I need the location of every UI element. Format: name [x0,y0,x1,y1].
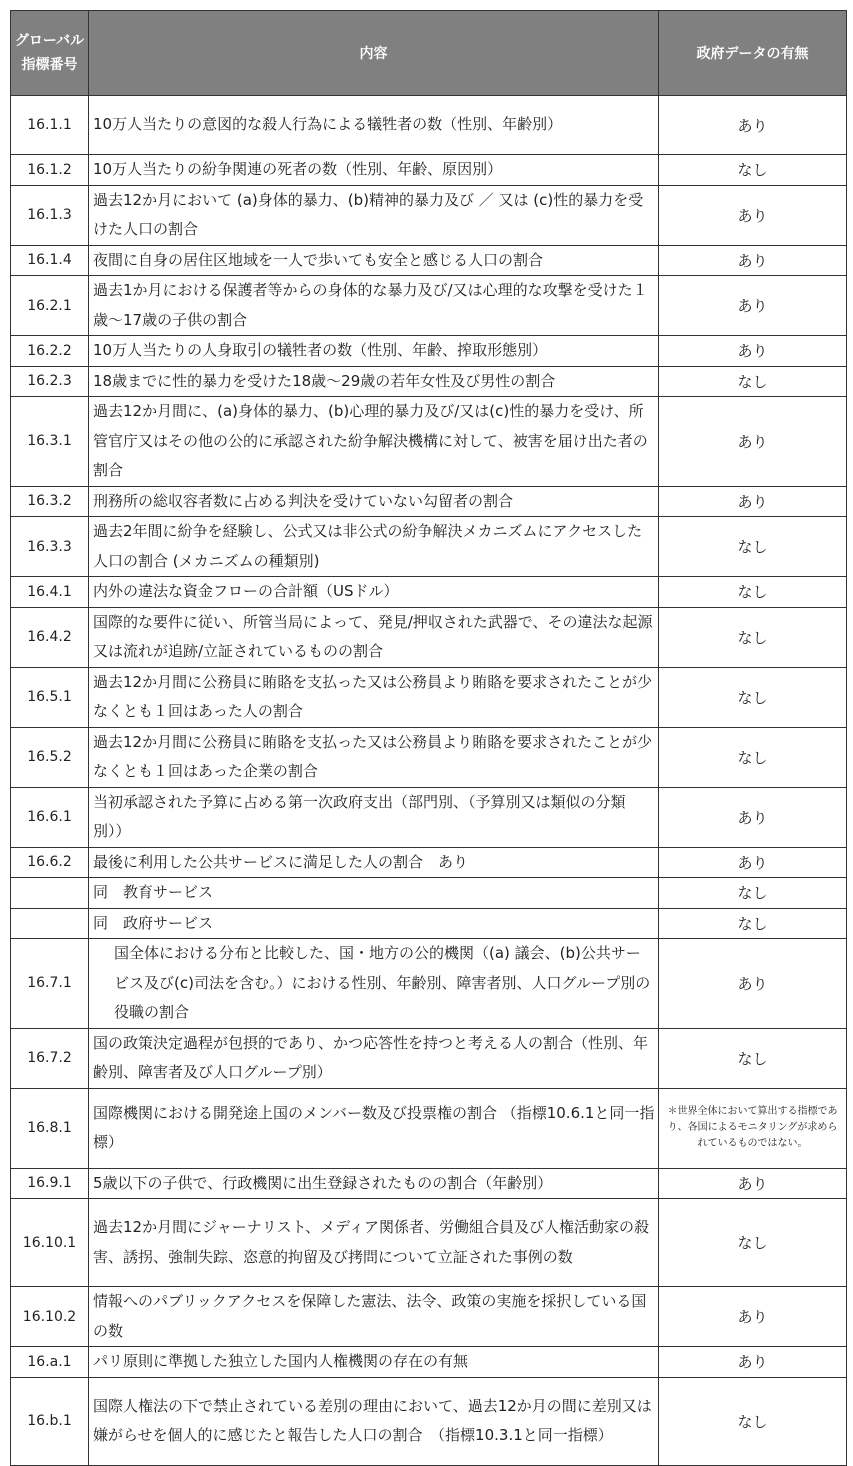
indicator-content: 同 政府サービス [89,908,659,939]
indicator-number: 16.1.4 [11,245,89,276]
indicator-number: 16.3.2 [11,486,89,517]
indicator-number: 16.4.2 [11,607,89,667]
indicator-content: 過去12か月間に公務員に賄賂を支払った又は公務員より賄賂を要求されたことが少なくとも１回はあった企業の割合 [89,727,659,787]
gov-data-status: なし [659,155,847,186]
indicator-content: 過去12か月において (a)身体的暴力、(b)精神的暴力及び ／ 又は (c)性的暴力を受けた人口の割合 [89,185,659,245]
indicator-number: 16.2.2 [11,336,89,367]
indicator-number: 16.2.1 [11,276,89,336]
indicator-content: 国際人権法の下で禁止されている差別の理由において、過去12か月の間に差別又は嫌がらせを個人的に感じたと報告した人口の割合 （指標10.3.1と同一指標） [89,1377,659,1465]
indicator-number: 16.7.1 [11,939,89,1029]
indicator-content: 国際的な要件に従い、所管当局によって、発見/押収された武器で、その違法な起源又は流れが追跡/立証されているものの割合 [89,607,659,667]
indicator-content: 同 教育サービス [89,878,659,909]
indicator-number: 16.10.2 [11,1287,89,1347]
table-row [11,96,847,155]
indicator-number: 16.3.1 [11,397,89,487]
indicator-content: 国全体における分布と比較した、国・地方の公的機関（(a) 議会、(b)公共サービス及び(c)司法を含む。）における性別、年齢別、障害者別、人口グループ別の役職の割合 [89,939,659,1029]
gov-data-status: なし [659,517,847,577]
indicator-number [11,878,89,909]
table-row [11,486,847,517]
indicator-number: 16.6.2 [11,847,89,878]
indicator-content: 国の政策決定過程が包摂的であり、かつ応答性を持つと考える人の割合（性別、年齢別、障害者及び人口グループ別） [89,1028,659,1088]
indicator-number: 16.5.1 [11,667,89,727]
indicator-content: 5歳以下の子供で、行政機関に出生登録されたものの割合（年齢別） [89,1168,659,1199]
table-row [11,787,847,847]
table-row [11,1168,847,1199]
indicator-content: 10万人当たりの紛争関連の死者の数（性別、年齢、原因別） [89,155,659,186]
indicator-content: 最後に利用した公共サービスに満足した人の割合 あり [89,847,659,878]
gov-data-status: あり [659,185,847,245]
table-row [11,908,847,939]
table-row [11,577,847,608]
indicator-content: 過去1か月における保護者等からの身体的な暴力及び/又は心理的な攻撃を受けた１歳～17歳の子供の割合 [89,276,659,336]
table-row [11,1088,847,1168]
indicator-number: 16.8.1 [11,1088,89,1168]
indicator-number: 16.2.3 [11,366,89,397]
table-row [11,1199,847,1287]
indicator-content: 過去12か月間に公務員に賄賂を支払った又は公務員より賄賂を要求されたことが少なくとも１回はあった人の割合 [89,667,659,727]
gov-data-note: ＊世界全体において算出する指標であり、各国によるモニタリングが求められているものではない。 [659,1088,847,1168]
indicator-number: 16.1.1 [11,96,89,155]
gov-data-status: なし [659,577,847,608]
gov-data-status: あり [659,245,847,276]
table-row [11,245,847,276]
gov-data-status: あり [659,276,847,336]
indicator-content: 10万人当たりの意図的な殺人行為による犠牲者の数（性別、年齢別） [89,96,659,155]
table-row [11,1347,847,1378]
indicator-number: 16.7.2 [11,1028,89,1088]
gov-data-status: なし [659,878,847,909]
gov-data-status: なし [659,607,847,667]
indicator-number: 16.a.1 [11,1347,89,1378]
indicator-content: 内外の違法な資金フローの合計額（USドル） [89,577,659,608]
indicator-number: 16.9.1 [11,1168,89,1199]
gov-data-status: なし [659,727,847,787]
gov-data-status: なし [659,1199,847,1287]
gov-data-status: あり [659,1347,847,1378]
indicator-number: 16.5.2 [11,727,89,787]
indicator-number [11,908,89,939]
indicator-number: 16.1.2 [11,155,89,186]
indicator-number: 16.4.1 [11,577,89,608]
table-row [11,878,847,909]
gov-data-status: あり [659,847,847,878]
sdg16-indicator-table [10,10,847,1466]
table-row [11,1287,847,1347]
indicator-content: 過去12か月間に、(a)身体的暴力、(b)心理的暴力及び/又は(c)性的暴力を受け、所管官庁又はその他の公的に承認された紛争解決機構に対して、被害を届け出た者の割合 [89,397,659,487]
gov-data-status: あり [659,1168,847,1199]
gov-data-status: なし [659,908,847,939]
table-row [11,667,847,727]
indicator-content: 刑務所の総収容者数に占める判決を受けていない勾留者の割合 [89,486,659,517]
gov-data-status: なし [659,1377,847,1465]
gov-data-status: なし [659,1028,847,1088]
indicator-content: パリ原則に準拠した独立した国内人権機関の存在の有無 [89,1347,659,1378]
indicator-content: 過去2年間に紛争を経験し、公式又は非公式の紛争解決メカニズムにアクセスした人口の割合 (メカニズムの種類別) [89,517,659,577]
table-row [11,366,847,397]
table-row [11,939,847,1029]
indicator-number: 16.1.3 [11,185,89,245]
table-row [11,397,847,487]
gov-data-status: あり [659,1287,847,1347]
indicator-number: 16.b.1 [11,1377,89,1465]
gov-data-status: なし [659,667,847,727]
table-row [11,847,847,878]
indicator-content: 夜間に自身の居住区地域を一人で歩いても安全と感じる人口の割合 [89,245,659,276]
gov-data-status: あり [659,336,847,367]
gov-data-status: あり [659,397,847,487]
gov-data-status: あり [659,486,847,517]
indicator-content: 情報へのパブリックアクセスを保障した憲法、法令、政策の実施を採択している国の数 [89,1287,659,1347]
table-row [11,336,847,367]
table-row [11,727,847,787]
table-row [11,155,847,186]
indicator-content: 当初承認された予算に占める第一次政府支出（部門別、（予算別又は類似の分類別）） [89,787,659,847]
table-row [11,185,847,245]
indicator-content: 10万人当たりの人身取引の犠牲者の数（性別、年齢、搾取形態別） [89,336,659,367]
indicator-number: 16.10.1 [11,1199,89,1287]
indicator-number: 16.3.3 [11,517,89,577]
table-row [11,517,847,577]
indicator-content: 国際機関における開発途上国のメンバー数及び投票権の割合 （指標10.6.1と同一指標） [89,1088,659,1168]
gov-data-status: あり [659,787,847,847]
header-indicator-number: グローバル指標番号 [11,11,89,96]
gov-data-status: あり [659,96,847,155]
gov-data-status: あり [659,939,847,1029]
table-row [11,1028,847,1088]
header-gov-data: 政府データの有無 [659,11,847,96]
indicator-content: 18歳までに性的暴力を受けた18歳～29歳の若年女性及び男性の割合 [89,366,659,397]
table-row [11,276,847,336]
gov-data-status: なし [659,366,847,397]
indicator-number: 16.6.1 [11,787,89,847]
indicator-content: 過去12か月間にジャーナリスト、メディア関係者、労働組合員及び人権活動家の殺害、誘拐、強制失踪、恣意的拘留及び拷問について立証された事例の数 [89,1199,659,1287]
table-row [11,607,847,667]
header-row [11,11,847,96]
header-content: 内容 [89,11,659,96]
